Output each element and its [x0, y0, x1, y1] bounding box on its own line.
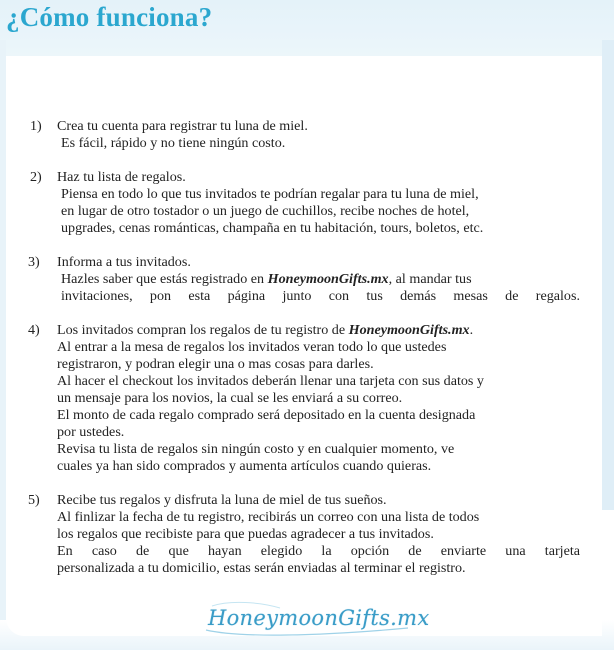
step-heading: Recibe tus regalos y disfruta la luna de miel de tus sueños.: [57, 492, 387, 508]
step-line: Al entrar a la mesa de regalos los invitados veran todo lo que ustedes: [57, 339, 447, 355]
step-line: cuales ya han sido comprados y aumenta artículos cuando quieras.: [57, 458, 432, 474]
step-text: Los invitados compran los regalos de tu registro de: [57, 322, 349, 338]
step-number: 2): [30, 169, 42, 185]
step-text: .: [469, 322, 474, 338]
step-line: En caso de que hayan elegido la opción de enviarte una tarjeta: [57, 543, 580, 559]
step-heading: Informa a tus invitados.: [57, 254, 191, 270]
step-number: 5): [28, 492, 40, 508]
step-line: Revisa tu lista de regalos sin ningún costo y en cualquier momento, ve: [57, 441, 455, 457]
step-number: 4): [28, 322, 40, 338]
page-title: ¿Cómo funciona?: [6, 2, 213, 32]
step-line: invitaciones, pon esta página junto con tus demás mesas de regalos.: [61, 288, 580, 304]
brand-name: HoneymoonGifts.mx: [348, 322, 470, 338]
steps-list: [30, 118, 580, 577]
step-4: [30, 322, 580, 475]
step-line: Al finlizar la fecha de tu registro, recibirás un correo con una lista de todos: [57, 509, 480, 525]
step-line: Piensa en todo lo que tus invitados te podrían regalar para tu luna de miel,: [61, 186, 479, 202]
step-heading: Crea tu cuenta para registrar tu luna de miel.: [57, 118, 308, 134]
step-line: registraron, y podran elegir una o mas cosas para darles.: [57, 356, 374, 372]
step-line: Al hacer el checkout los invitados deberán llenar una tarjeta con sus datos y: [57, 373, 484, 389]
step-line: Es fácil, rápido y no tiene ningún costo.: [61, 135, 286, 151]
step-text: Hazles saber que estás registrado en: [61, 271, 268, 287]
step-1: [30, 118, 580, 152]
step-number: 1): [30, 118, 42, 134]
step-heading: Haz tu lista de regalos.: [57, 169, 186, 185]
step-line: El monto de cada regalo comprado será depositado en la cuenta designada: [57, 407, 476, 423]
step-line: por ustedes.: [57, 424, 125, 440]
step-line: upgrades, cenas románticas, champaña en tu habitación, tours, boletos, etc.: [61, 220, 484, 236]
step-text: , al mandar tus: [388, 271, 472, 287]
right-border: [602, 40, 614, 510]
honeymoongifts-logo: HoneymoonGifts.mx: [208, 606, 430, 630]
step-line: [57, 271, 580, 288]
brand-name: HoneymoonGifts.mx: [267, 271, 389, 287]
step-number: 3): [28, 254, 40, 270]
step-line: en lugar de otro tostador o un juego de cuchillos, recibe noches de hotel,: [61, 203, 470, 219]
step-2: [30, 169, 580, 237]
step-line: los regalos que recibiste para que puedas agradecer a tus invitados.: [57, 526, 434, 542]
step-heading: [57, 322, 580, 339]
step-3: [30, 254, 580, 305]
step-line: personalizada a tu domicilio, estas serán enviadas al terminar el registro.: [57, 560, 466, 576]
step-5: [30, 492, 580, 577]
step-line: un mensaje para los novios, la cual se les enviará a su correo.: [57, 390, 403, 406]
